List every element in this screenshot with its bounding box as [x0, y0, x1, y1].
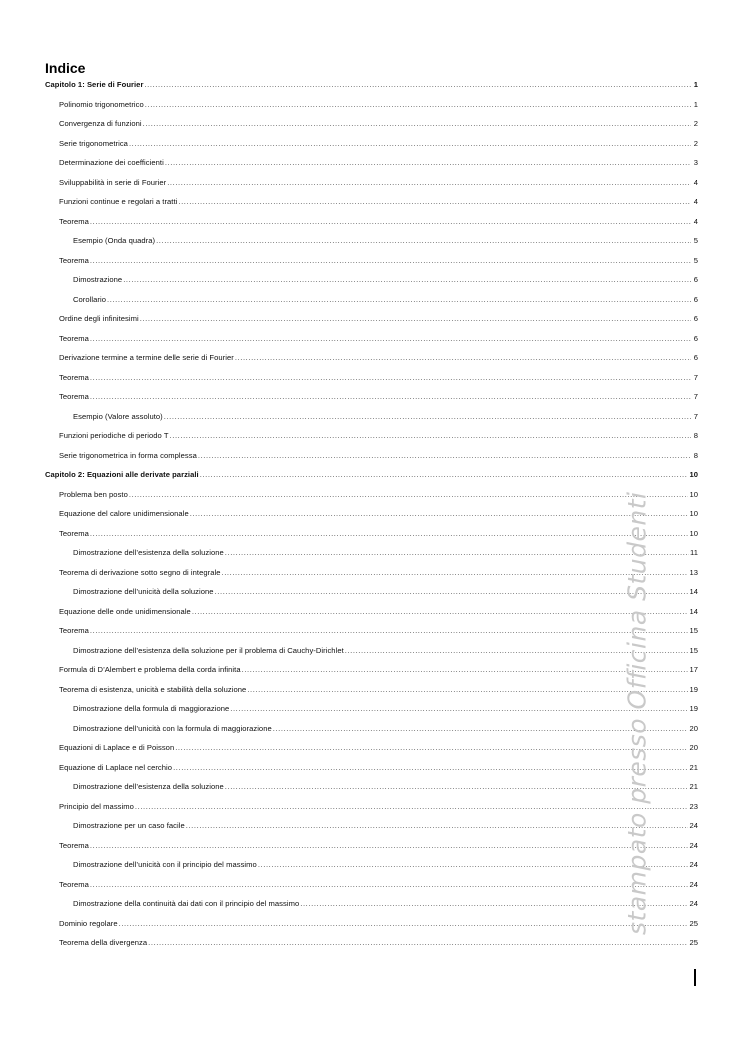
- toc-entry[interactable]: [45, 547, 698, 567]
- toc-entry-title: Teorema: [59, 840, 89, 850]
- toc-entry-title: Funzioni periodiche di periodo T: [59, 431, 169, 440]
- toc-entry-title: Equazioni di Laplace e di Poisson: [59, 743, 175, 752]
- toc-entry-title: Dimostrazione per un caso facile: [73, 821, 185, 830]
- toc-entry-title: Principio del massimo: [59, 801, 134, 811]
- toc-entry[interactable]: [45, 157, 698, 177]
- toc-entry-page: 24: [689, 899, 698, 908]
- toc-entry-page: 6: [693, 275, 698, 284]
- toc-entry[interactable]: [45, 664, 698, 684]
- toc-entry-page: 8: [693, 431, 698, 440]
- toc-entry[interactable]: [45, 313, 698, 333]
- toc-entry[interactable]: [45, 274, 698, 294]
- toc-entry[interactable]: [45, 489, 698, 509]
- toc-entry-page: 15: [689, 645, 698, 655]
- toc-entry[interactable]: [45, 684, 698, 704]
- toc-dot-leader: [165, 157, 691, 169]
- toc-entry[interactable]: [45, 352, 698, 372]
- toc-entry-title: Dimostrazione dell’esistenza della soluzione: [73, 548, 224, 557]
- table-of-contents: [45, 79, 698, 957]
- toc-entry-page: 4: [693, 216, 698, 226]
- toc-dot-leader: [90, 391, 691, 403]
- toc-dot-leader: [90, 372, 691, 384]
- toc-entry[interactable]: [45, 645, 698, 665]
- toc-entry[interactable]: [45, 742, 698, 762]
- toc-entry-title: Teorema: [59, 333, 89, 343]
- toc-entry-page: 11: [690, 548, 698, 557]
- toc-entry-title: Equazione delle onde unidimensionale: [59, 606, 191, 616]
- toc-dot-leader: [135, 801, 689, 813]
- toc-dot-leader: [164, 411, 691, 423]
- toc-entry-page: 7: [693, 411, 698, 421]
- toc-entry-page: 24: [689, 879, 698, 889]
- toc-entry-title: Determinazione dei coefficienti: [59, 158, 164, 167]
- toc-dot-leader: [186, 820, 689, 832]
- toc-entry-title: Serie trigonometrica in forma complessa: [59, 450, 197, 460]
- toc-dot-leader: [119, 918, 689, 930]
- toc-entry-title: Dimostrazione: [73, 275, 123, 284]
- toc-entry-title: Serie trigonometrica: [59, 138, 128, 148]
- toc-entry-page: 10: [689, 470, 698, 479]
- toc-entry-page: 6: [693, 294, 698, 304]
- toc-entry-title: Sviluppabilità in serie di Fourier: [59, 177, 167, 187]
- toc-entry[interactable]: [45, 937, 698, 957]
- toc-entry-page: 24: [689, 840, 698, 850]
- toc-entry[interactable]: [45, 723, 698, 743]
- toc-dot-leader: [200, 469, 689, 481]
- toc-entry-page: 17: [689, 665, 698, 674]
- toc-entry-page: 19: [689, 704, 698, 713]
- toc-entry-page: 10: [689, 528, 698, 538]
- toc-dot-leader: [222, 567, 689, 579]
- toc-chapter-entry[interactable]: [45, 469, 698, 489]
- toc-entry[interactable]: [45, 567, 698, 587]
- toc-entry-title: Dimostrazione dell’unicità con la formula di maggiorazione: [73, 723, 272, 733]
- toc-entry[interactable]: [45, 781, 698, 801]
- toc-entry-title: Esempio (Valore assoluto): [73, 411, 163, 421]
- toc-dot-leader: [175, 742, 688, 754]
- toc-entry-page: 25: [689, 938, 698, 947]
- toc-dot-leader: [215, 586, 689, 598]
- toc-dot-leader: [90, 255, 691, 267]
- toc-entry-page: 24: [689, 860, 698, 869]
- toc-entry-page: 3: [693, 158, 698, 167]
- toc-entry[interactable]: [45, 703, 698, 723]
- toc-dot-leader: [144, 79, 691, 91]
- toc-entry-page: 13: [689, 567, 698, 577]
- toc-entry[interactable]: [45, 586, 698, 606]
- toc-dot-leader: [143, 118, 691, 130]
- toc-entry-title: Capitolo 1: Serie di Fourier: [45, 80, 144, 89]
- toc-entry[interactable]: [45, 430, 698, 450]
- toc-dot-leader: [242, 664, 689, 676]
- toc-entry-page: 14: [689, 606, 698, 616]
- toc-entry-title: Capitolo 2: Equazioni alle derivate parziali: [45, 470, 199, 479]
- toc-entry[interactable]: [45, 801, 698, 821]
- toc-entry-page: 23: [689, 801, 698, 811]
- toc-entry[interactable]: [45, 625, 698, 645]
- toc-entry[interactable]: [45, 898, 698, 918]
- toc-entry-page: 7: [693, 372, 698, 382]
- toc-entry-title: Teorema: [59, 216, 89, 226]
- toc-entry-title: Teorema di esistenza, unicità e stabilità della soluzione: [59, 684, 247, 694]
- index-title: Indice: [45, 60, 86, 76]
- toc-entry[interactable]: [45, 118, 698, 138]
- toc-dot-leader: [90, 625, 689, 637]
- toc-dot-leader: [129, 489, 689, 501]
- toc-entry-page: 14: [689, 587, 698, 596]
- toc-entry[interactable]: [45, 820, 698, 840]
- toc-dot-leader: [225, 781, 689, 793]
- toc-dot-leader: [129, 138, 691, 150]
- toc-entry-title: Teorema di derivazione sotto segno di integrale: [59, 567, 221, 577]
- toc-entry[interactable]: [45, 450, 698, 470]
- toc-entry-page: 4: [693, 197, 698, 206]
- toc-entry-title: Equazione di Laplace nel cerchio: [59, 762, 173, 772]
- toc-entry[interactable]: [45, 508, 698, 528]
- toc-entry[interactable]: [45, 216, 698, 236]
- toc-entry-page: 21: [689, 762, 698, 772]
- toc-entry-page: 10: [689, 489, 698, 499]
- toc-entry[interactable]: [45, 918, 698, 938]
- toc-entry-page: 25: [689, 918, 698, 928]
- toc-entry[interactable]: [45, 606, 698, 626]
- toc-entry[interactable]: [45, 333, 698, 353]
- toc-entry-title: Dimostrazione della formula di maggiorazione: [73, 704, 230, 713]
- toc-entry[interactable]: [45, 879, 698, 899]
- toc-entry-title: Dimostrazione dell’esistenza della soluzione: [73, 782, 224, 791]
- toc-entry[interactable]: [45, 859, 698, 879]
- toc-dot-leader: [225, 547, 689, 559]
- toc-dot-leader: [90, 528, 689, 540]
- watermark: stampato presso Officina Studenti: [622, 491, 652, 935]
- toc-dot-leader: [178, 196, 691, 208]
- toc-dot-leader: [198, 450, 691, 462]
- toc-dot-leader: [230, 703, 688, 715]
- toc-entry-title: Convergenza di funzioni: [59, 119, 142, 128]
- toc-entry-page: 6: [693, 333, 698, 343]
- toc-entry-title: Teorema: [59, 528, 89, 538]
- toc-entry-page: 6: [693, 353, 698, 362]
- toc-entry-title: Teorema: [59, 392, 89, 401]
- toc-entry[interactable]: [45, 294, 698, 314]
- toc-dot-leader: [90, 840, 689, 852]
- toc-entry[interactable]: [45, 177, 698, 197]
- toc-entry[interactable]: [45, 762, 698, 782]
- toc-dot-leader: [145, 99, 691, 111]
- toc-entry[interactable]: [45, 138, 698, 158]
- toc-entry-page: 4: [693, 177, 698, 187]
- toc-chapter-entry[interactable]: [45, 79, 698, 99]
- page-marker: [694, 969, 696, 986]
- toc-entry-page: 7: [693, 392, 698, 401]
- toc-entry-title: Dimostrazione dell’unicità con il principio del massimo: [73, 860, 257, 869]
- toc-entry[interactable]: [45, 196, 698, 216]
- toc-dot-leader: [190, 508, 689, 520]
- toc-entry-page: 19: [689, 684, 698, 694]
- toc-dot-leader: [173, 762, 688, 774]
- toc-dot-leader: [148, 937, 688, 949]
- toc-entry-title: Teorema della divergenza: [59, 938, 148, 947]
- toc-entry-page: 5: [693, 255, 698, 265]
- toc-entry-title: Dimostrazione dell’unicità della soluzione: [73, 587, 214, 596]
- toc-dot-leader: [90, 333, 691, 345]
- toc-dot-leader: [90, 879, 689, 891]
- toc-entry-title: Funzioni continue e regolari a tratti: [59, 197, 178, 206]
- toc-entry-page: 20: [689, 743, 698, 752]
- toc-entry[interactable]: [45, 528, 698, 548]
- toc-entry-title: Problema ben posto: [59, 489, 128, 499]
- toc-entry-page: 5: [693, 236, 698, 245]
- toc-entry-page: 24: [689, 821, 698, 830]
- toc-entry-title: Dimostrazione dell’esistenza della soluzione per il problema di Cauchy-Dirichlet: [73, 645, 344, 655]
- toc-dot-leader: [107, 294, 691, 306]
- toc-entry-page: 15: [689, 626, 698, 635]
- toc-entry[interactable]: [45, 411, 698, 431]
- toc-entry-title: Esempio (Onda quadra): [73, 236, 156, 245]
- toc-entry[interactable]: [45, 840, 698, 860]
- toc-entry-page: 1: [693, 80, 698, 89]
- toc-dot-leader: [123, 274, 691, 286]
- toc-entry-page: 1: [693, 99, 698, 109]
- toc-entry[interactable]: [45, 391, 698, 411]
- toc-entry-title: Derivazione termine a termine delle serie di Fourier: [59, 353, 234, 362]
- toc-entry[interactable]: [45, 235, 698, 255]
- toc-entry-title: Dimostrazione della continuità dai dati con il principio del massimo: [73, 899, 300, 908]
- toc-entry-title: Teorema: [59, 255, 89, 265]
- toc-entry-page: 20: [689, 723, 698, 733]
- toc-entry-title: Teorema: [59, 626, 89, 635]
- toc-entry-title: Ordine degli infinitesimi: [59, 314, 139, 323]
- toc-dot-leader: [90, 216, 691, 228]
- toc-entry-page: 8: [693, 450, 698, 460]
- toc-dot-leader: [156, 235, 691, 247]
- toc-dot-leader: [140, 313, 691, 325]
- toc-dot-leader: [192, 606, 689, 618]
- toc-entry[interactable]: [45, 372, 698, 392]
- toc-entry-title: Teorema: [59, 372, 89, 382]
- toc-entry[interactable]: [45, 255, 698, 275]
- toc-entry-title: Teorema: [59, 879, 89, 889]
- toc-entry[interactable]: [45, 99, 698, 119]
- toc-entry-title: Formula di D’Alembert e problema della corda infinita: [59, 665, 241, 674]
- toc-dot-leader: [170, 430, 691, 442]
- toc-entry-title: Corollario: [73, 294, 106, 304]
- toc-dot-leader: [167, 177, 691, 189]
- toc-entry-title: Equazione del calore unidimensionale: [59, 509, 189, 518]
- toc-entry-page: 10: [689, 509, 698, 518]
- toc-entry-page: 6: [693, 314, 698, 323]
- toc-entry-title: Dominio regolare: [59, 918, 118, 928]
- toc-entry-title: Polinomio trigonometrico: [59, 99, 144, 109]
- toc-entry-page: 2: [693, 119, 698, 128]
- toc-entry-page: 21: [689, 782, 698, 791]
- toc-entry-page: 2: [693, 138, 698, 148]
- toc-dot-leader: [235, 352, 691, 364]
